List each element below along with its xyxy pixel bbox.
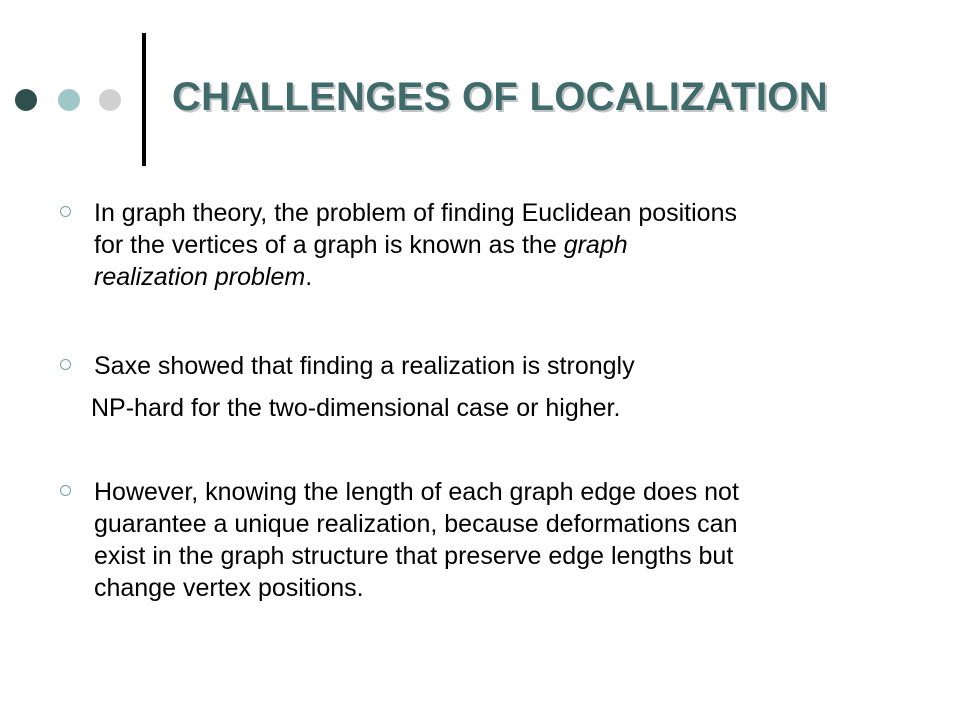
slide-title: CHALLENGES OF LOCALIZATION — [172, 75, 828, 119]
bullet-item-edge-lengths — [56, 476, 936, 604]
bullet-text-line: NP-hard for the two-dimensional case or higher. — [91, 394, 621, 422]
bullet-item-graph-realization — [56, 197, 936, 293]
bullet-circle-icon — [60, 359, 71, 370]
bullet-text-line: However, knowing the length of each graph edge does not — [94, 478, 739, 506]
bullet-item-np-hard — [56, 350, 936, 424]
bullet-text-line: In graph theory, the problem of finding Euclidean positions — [94, 199, 737, 227]
decorative-dot-teal — [58, 89, 80, 111]
bullet-circle-icon — [60, 206, 71, 217]
bullet-text-line: exist in the graph structure that preserve edge lengths but — [94, 542, 734, 570]
decorative-dot-dark — [15, 89, 37, 111]
bullet-circle-icon — [60, 485, 71, 496]
bullet-text-italic: graph — [563, 231, 628, 259]
bullet-text-part — [94, 197, 936, 259]
bullet-text — [94, 197, 936, 291]
bullet-text-line: guarantee a unique realization, because deformations can — [94, 510, 738, 538]
bullet-text-part: . — [305, 263, 313, 291]
bullet-text-line: for the vertices of a graph is known as the — [94, 231, 564, 259]
bullet-text-line: change vertex positions. — [94, 574, 364, 602]
decorative-dot-grey — [99, 89, 121, 111]
bullet-text-line: Saxe showed that finding a realization is strongly — [94, 352, 635, 380]
title-divider — [142, 33, 146, 166]
bullet-text-italic: realization problem — [94, 263, 306, 291]
bullet-list — [56, 197, 936, 604]
